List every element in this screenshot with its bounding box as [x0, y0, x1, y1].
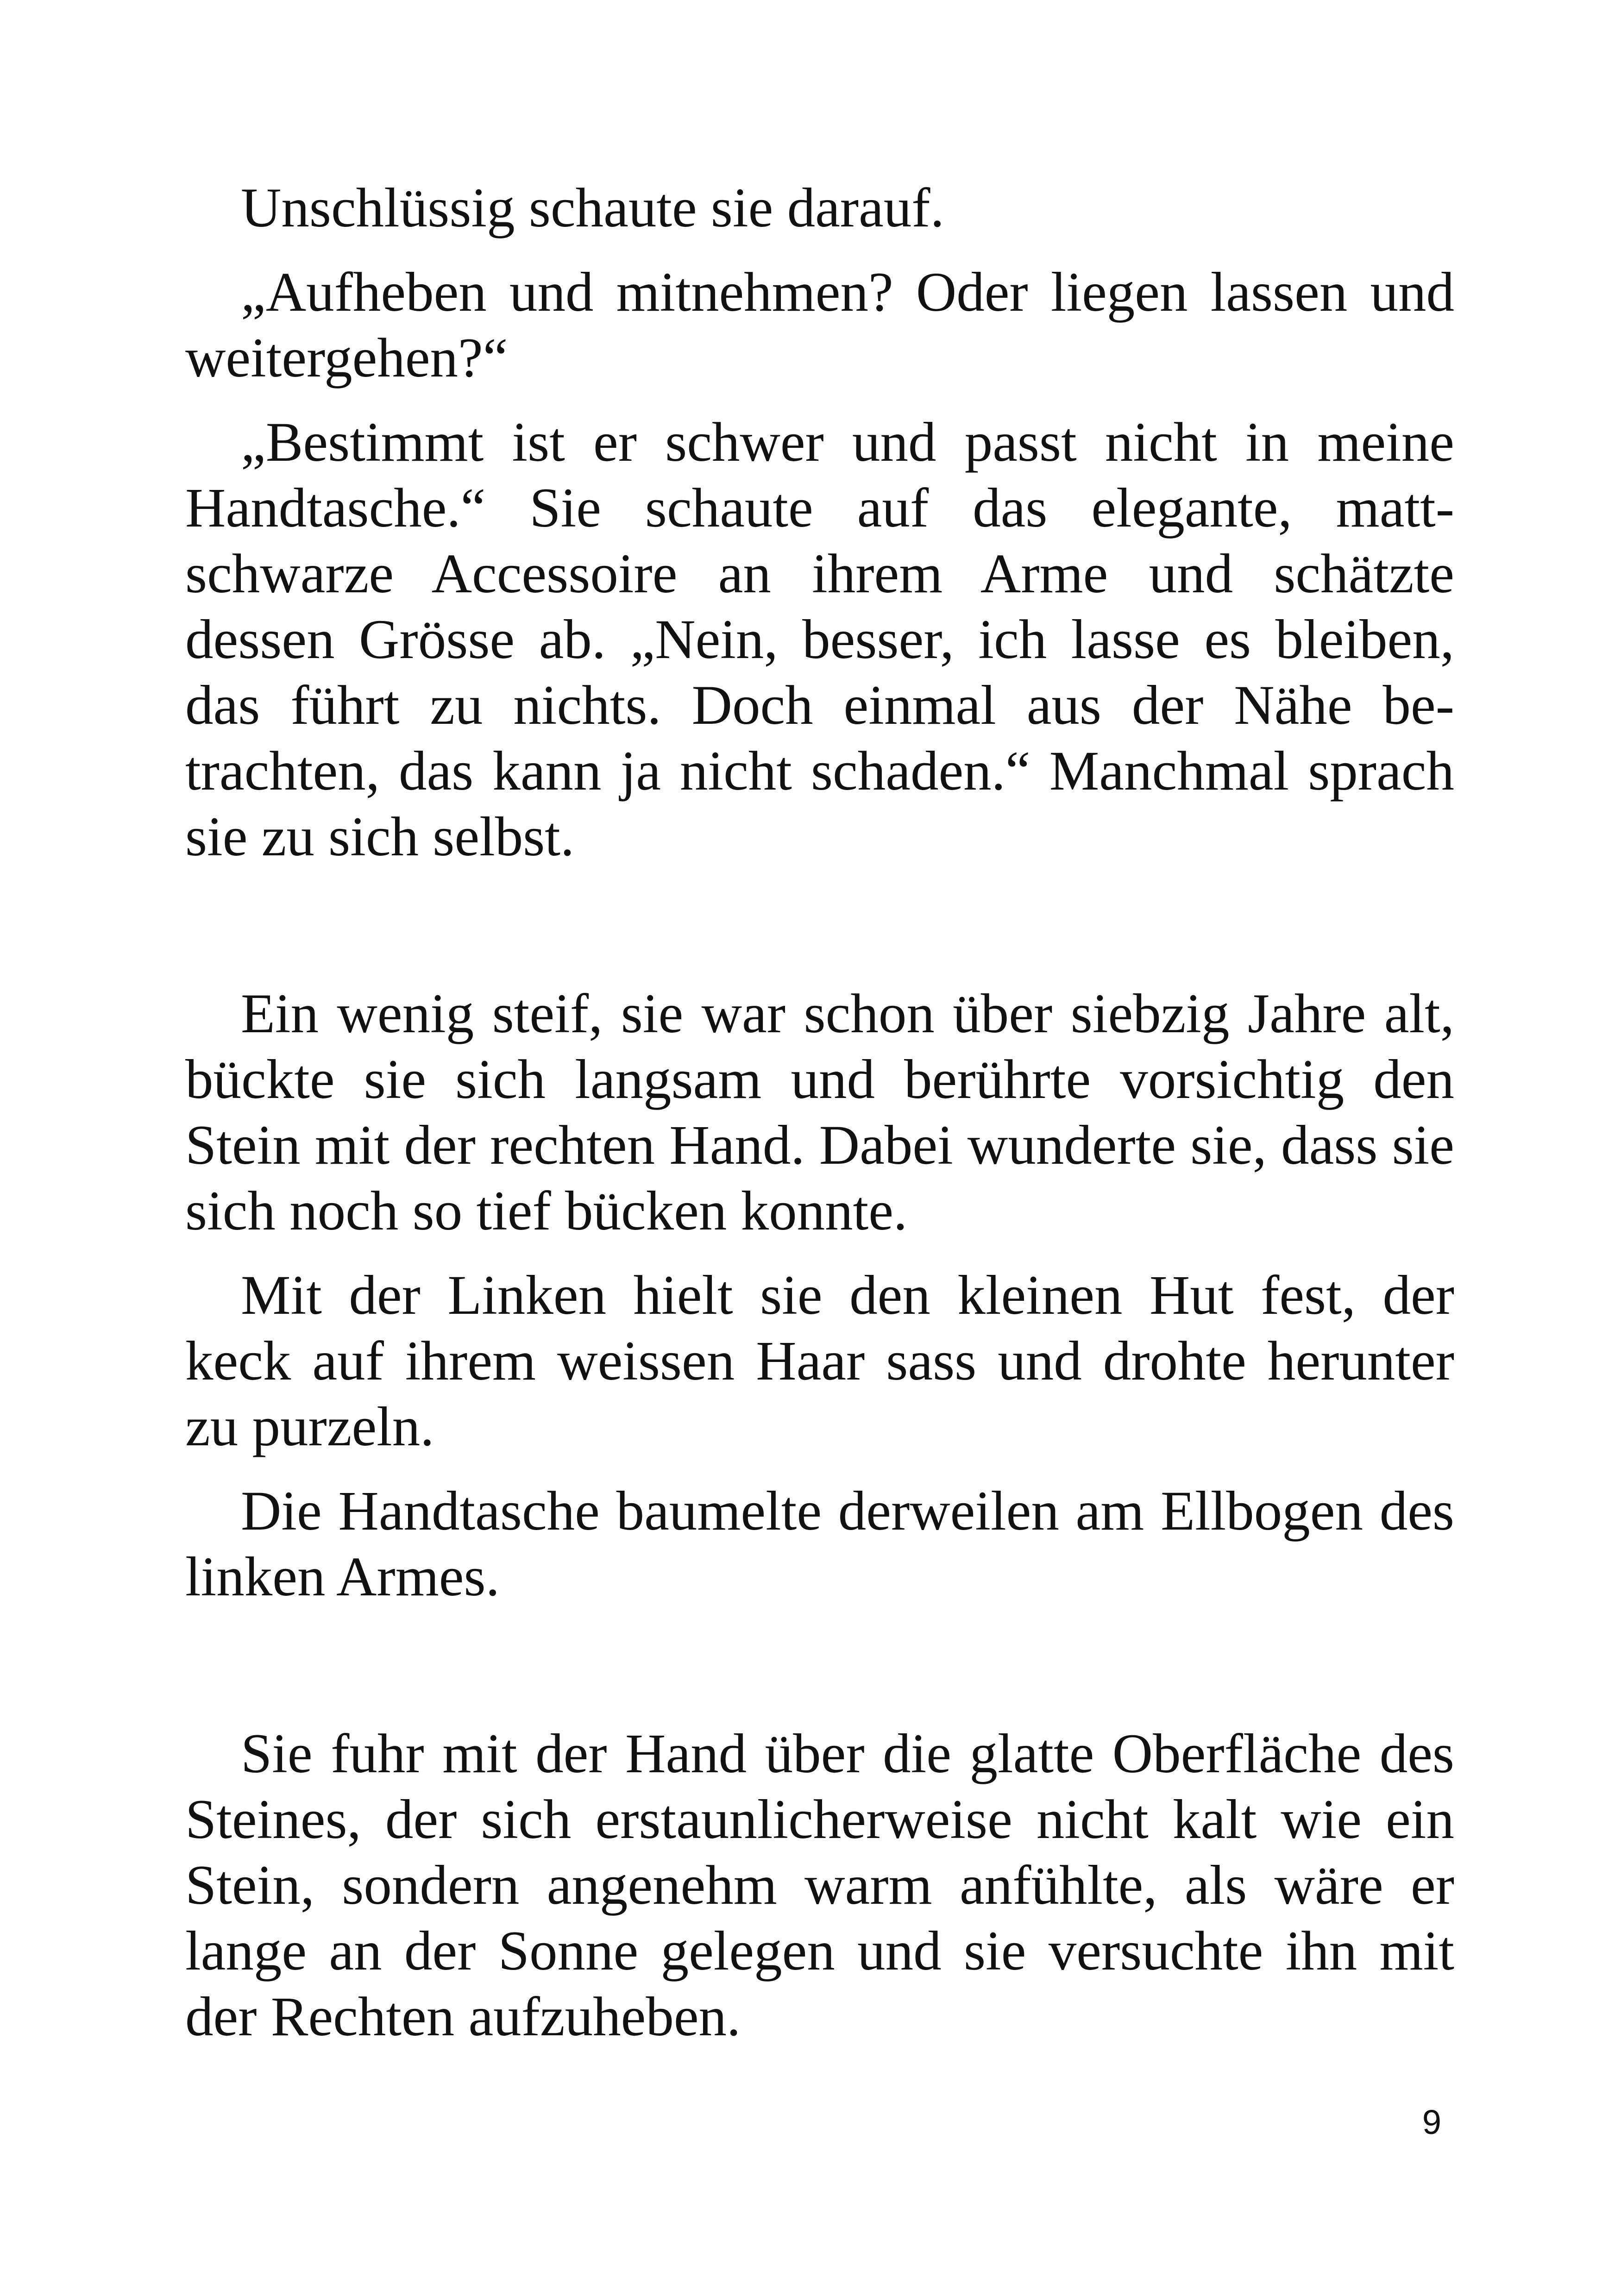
paragraph-5: Mit der Linken hielt sie den kleinen Hut fest, der keck auf ihrem weissen Haar sass und drohte herunter zu purzeln.	[185, 1264, 1454, 1458]
paragraph-7: Sie fuhr mit der Hand über die glatte Oberfläche des Steines, der sich erstaunlicherweise nicht kalt wie ein Stein, sondern angenehm warm anfühlte, als wäre er lange an der Sonne gelegen und sie versuchte ihn mit der Rechten aufzuheben.	[185, 1723, 1454, 2048]
paragraph-6: Die Handtasche baumelte derweilen am Ellbogen des linken Armes.	[185, 1480, 1454, 1608]
paragraph-4: Ein wenig steif, sie war schon über siebzig Jahre alt, bückte sie sich langsam und berührte vorsichtig den Stein mit der rechten Hand. Dabei wunderte sie, dass sie sich noch so tief bücken konnte.	[185, 983, 1454, 1242]
body-text	[185, 175, 1454, 2068]
paragraph-3: „Bestimmt ist er schwer und passt nicht in meine Handtasche.“ Sie schaute auf das elegante, mattschwarze Accessoire an ihrem Arme und schätzte dessen Grösse ab. „Nein, besser, ich lasse es bleiben, das führt zu nichts. Doch einmal aus der Nähe betrachten, das kann ja nicht schaden.“ Manchmal sprach sie zu sich selbst.	[185, 411, 1454, 868]
page-number: 9	[1422, 2103, 1441, 2141]
paragraph-1: Unschlüssig schaute sie darauf.	[241, 177, 944, 239]
paragraph-2: „Aufheben und mitnehmen? Oder liegen lassen und weitergehen?“	[185, 261, 1454, 389]
